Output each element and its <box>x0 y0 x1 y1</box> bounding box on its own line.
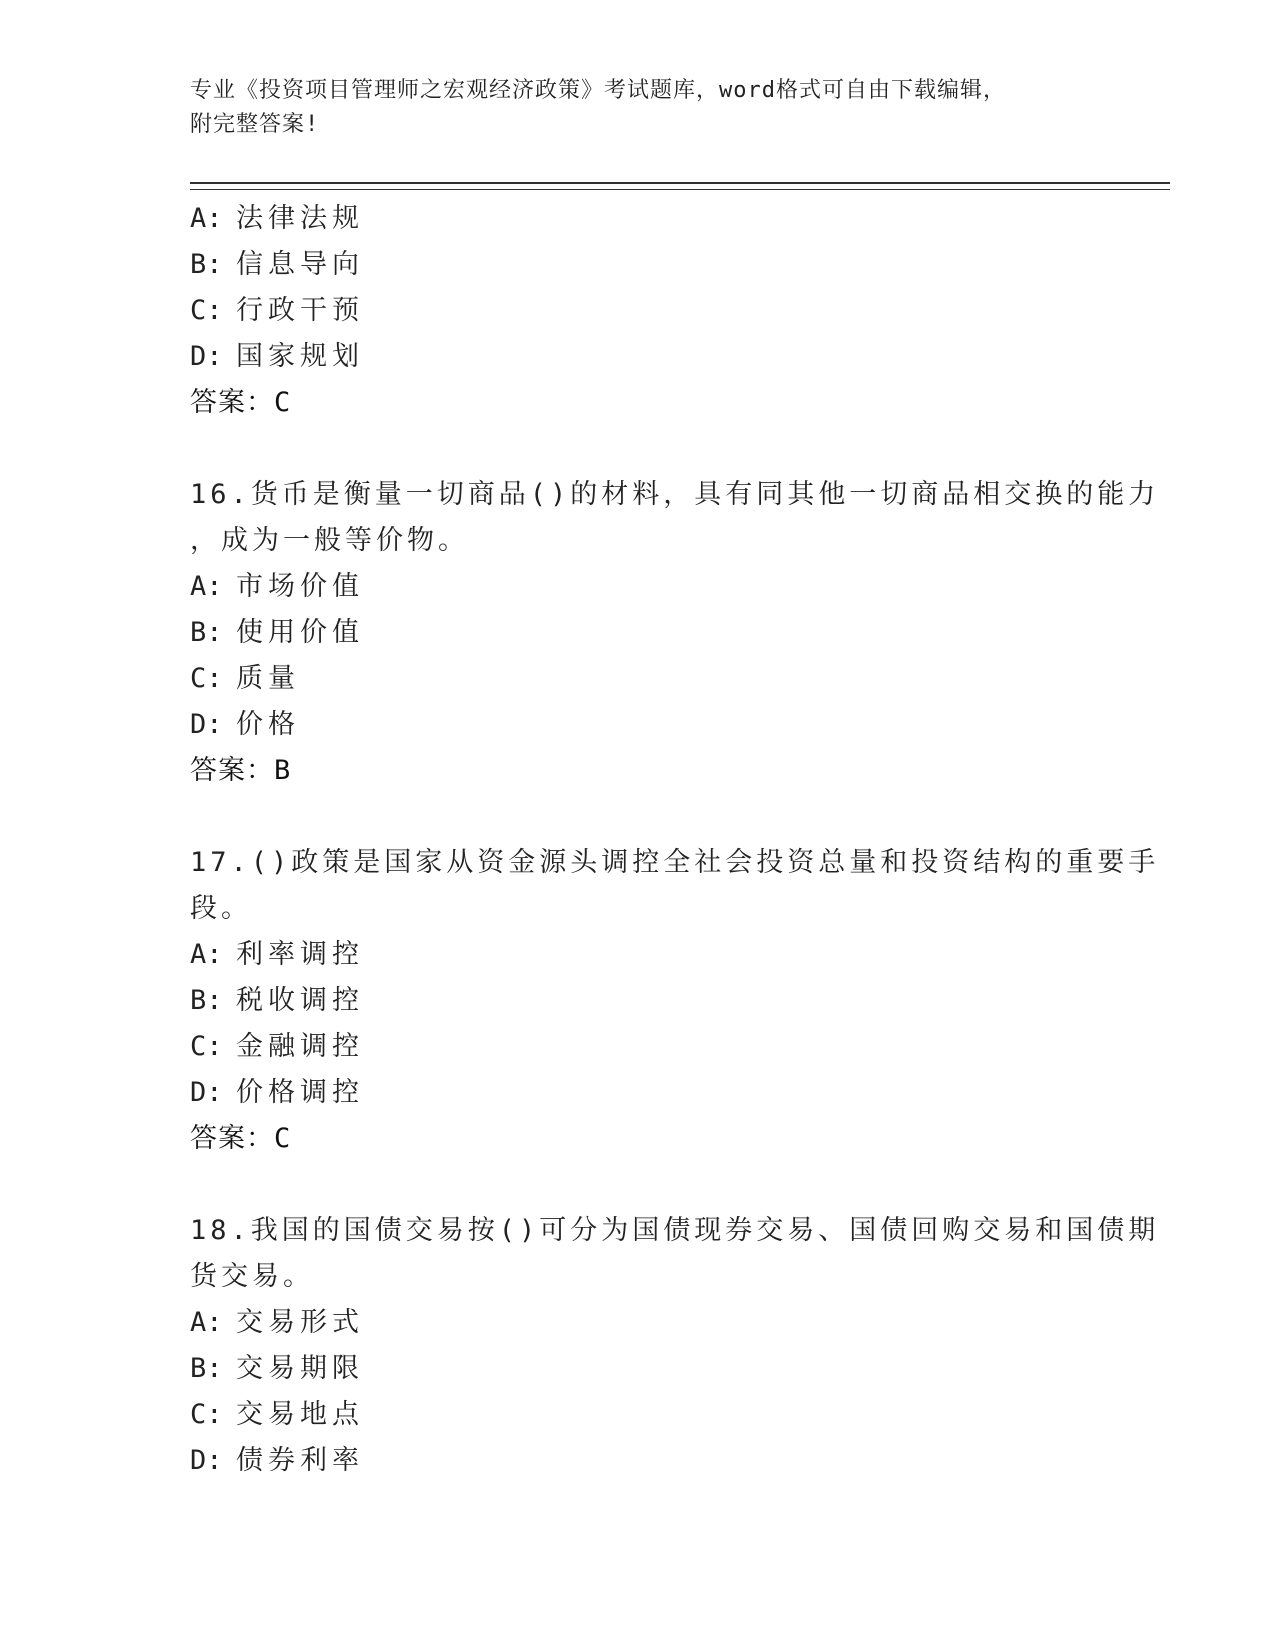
option-a: A: 法律法规 <box>190 203 364 234</box>
document-page <box>190 74 1170 1484</box>
answer-15: 答案：C <box>190 387 292 418</box>
option-b: B: 信息导向 <box>190 249 364 280</box>
question-17-stem: 17.()政策是国家从资金源头调控全社会投资总量和投资结构的重要手 段。 <box>190 847 1160 924</box>
question-18 <box>190 1208 1170 1484</box>
header-line-2: 附完整答案! <box>190 112 320 137</box>
option-b: B: 使用价值 <box>190 617 364 648</box>
option-d: D: 国家规划 <box>190 341 364 372</box>
question-18-stem: 18.我国的国债交易按()可分为国债现券交易、国债回购交易和国债期 货交易。 <box>190 1215 1160 1292</box>
option-d: D: 价格 <box>190 709 300 740</box>
question-15-options <box>190 196 1170 426</box>
header-divider <box>190 182 1170 190</box>
option-c: C: 行政干预 <box>190 295 364 326</box>
question-17 <box>190 840 1170 1162</box>
option-b: B: 税收调控 <box>190 985 364 1016</box>
answer-16: 答案：B <box>190 755 292 786</box>
option-d: D: 债券利率 <box>190 1445 364 1476</box>
option-c: C: 质量 <box>190 663 300 694</box>
option-a: A: 市场价值 <box>190 571 364 602</box>
option-a: A: 交易形式 <box>190 1307 364 1338</box>
document-header <box>190 74 1170 142</box>
option-a: A: 利率调控 <box>190 939 364 970</box>
option-c: C: 金融调控 <box>190 1031 364 1062</box>
option-d: D: 价格调控 <box>190 1077 364 1108</box>
header-line-1: 专业《投资项目管理师之宏观经济政策》考试题库，word格式可自由下载编辑， <box>190 78 1006 103</box>
answer-17: 答案：C <box>190 1123 292 1154</box>
question-16-stem: 16.货币是衡量一切商品()的材料，具有同其他一切商品相交换的能力 ，成为一般等价物。 <box>190 479 1160 556</box>
option-b: B: 交易期限 <box>190 1353 364 1384</box>
question-16 <box>190 472 1170 794</box>
option-c: C: 交易地点 <box>190 1399 364 1430</box>
